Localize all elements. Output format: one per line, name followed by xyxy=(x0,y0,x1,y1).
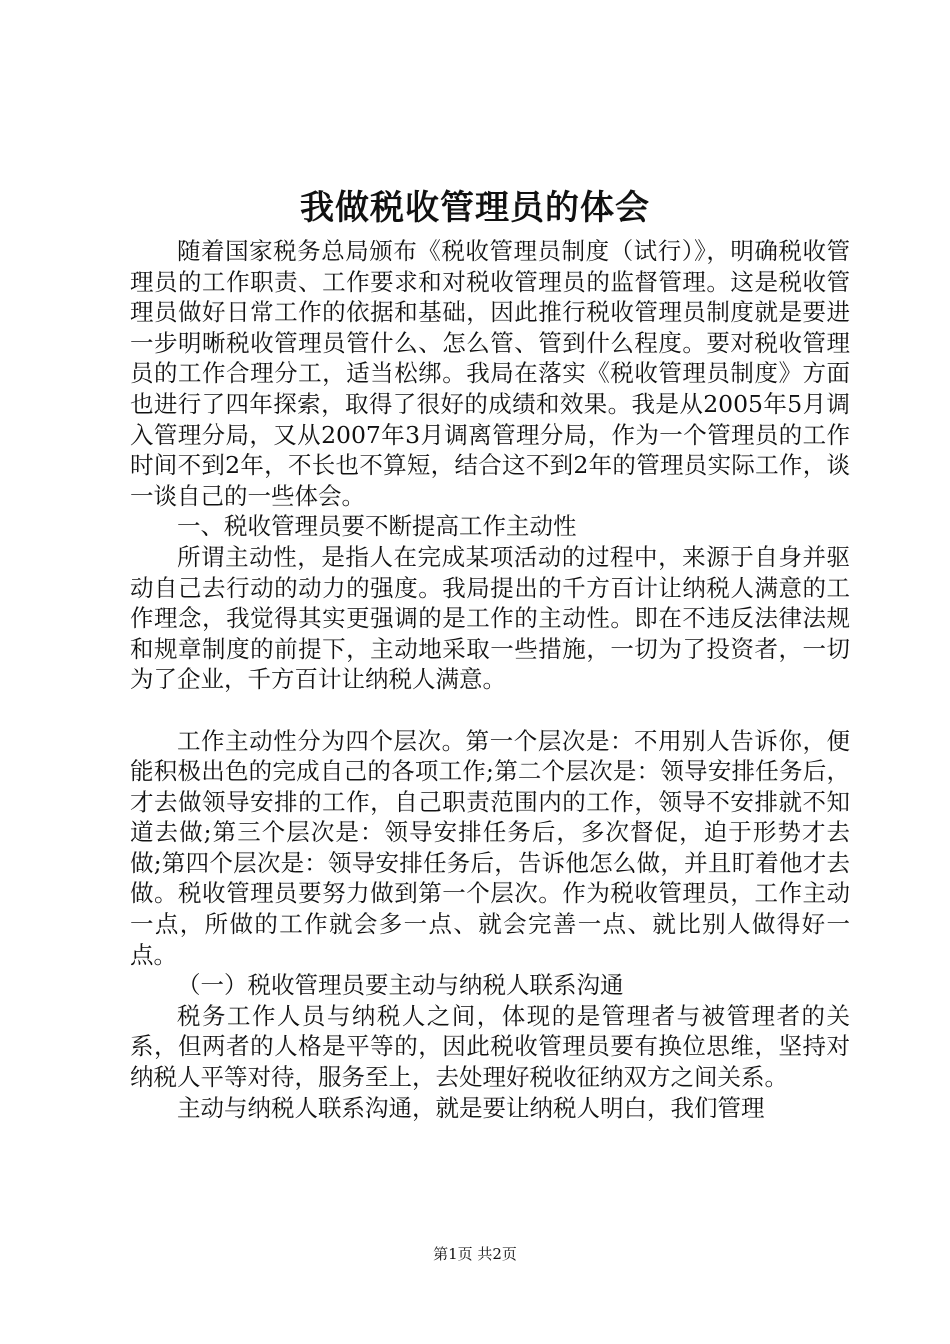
section-heading-1: 一、税收管理员要不断提高工作主动性 xyxy=(177,512,577,541)
document-body xyxy=(130,236,850,1123)
paragraph-initiative-definition: 所谓主动性，是指人在完成某项活动的过程中，来源于自身并驱动自己去行动的动力的强度。我局提出的千方百计让纳税人满意的工作理念，我觉得其实更强调的是工作的主动性。即在不违反法律法规和规章制度的前提下，主动地采取一些措施，一切为了投资者，一切为了企业，千方百计让纳税人满意。 xyxy=(130,542,850,694)
paragraph-taxpayer-relation: 税务工作人员与纳税人之间，体现的是管理者与被管理者的关系，但两者的人格是平等的，因此税收管理员要有换位思维，坚持对纳税人平等对待，服务至上，去处理好税收征纳双方之间关系。 xyxy=(130,1001,850,1092)
document-title: 我做税收管理员的体会 xyxy=(300,188,650,228)
paragraph-communication: 主动与纳税人联系沟通，就是要让纳税人明白，我们管理 xyxy=(177,1093,765,1122)
subsection-heading-1: （一）税收管理员要主动与纳税人联系沟通 xyxy=(177,971,624,1000)
page-footer: 第1页 共2页 xyxy=(433,1245,517,1263)
paragraph-intro: 随着国家税务总局颁布《税收管理员制度（试行）》，明确税收管理员的工作职责、工作要求和对税收管理员的监督管理。这是税收管理员做好日常工作的依据和基础，因此推行税收管理员制度就是要进一步明晰税收管理员管什么、怎么管、管到什么程度。要对税收管理员的工作合理分工，适当松绑。我局在落实《税收管理员制度》方面也进行了四年探索，取得了很好的成绩和效果。我是从2005年5月调入管理分局，又从2007年3月调离管理分局，作为一个管理员的工作时间不到2年，不长也不算短，结合这不到2年的管理员实际工作，谈一谈自己的一些体会。 xyxy=(130,237,850,510)
paragraph-initiative-levels: 工作主动性分为四个层次。第一个层次是：不用别人告诉你，便能积极出色的完成自己的各项工作;第二个层次是：领导安排任务后，才去做领导安排的工作，自己职责范围内的工作，领导不安排就不知道去做;第三个层次是：领导安排任务后，多次督促，迫于形势才去做;第四个层次是：领导安排任务后，告诉他怎么做，并且盯着他才去做。税收管理员要努力做到第一个层次。作为税收管理员，工作主动一点，所做的工作就会多一点、就会完善一点、就比别人做得好一点。 xyxy=(130,726,850,969)
